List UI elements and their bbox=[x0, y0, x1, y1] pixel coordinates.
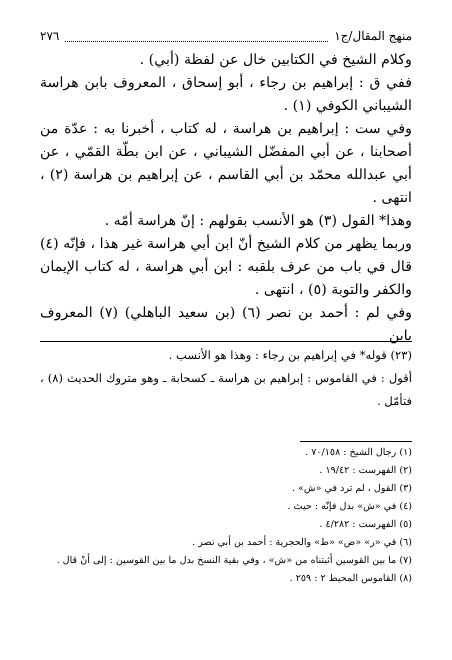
paragraph: ففي ق : إبراهيم بن رجاء ، أبو إسحاق ، المعروف بابن هراسة الشيباني الكوفي (١) . bbox=[40, 75, 412, 114]
paragraph: وفي لم : أحمد بن نصر (٦) (بن سعيد الباهلي) (٧) المعروف بابن bbox=[40, 305, 412, 344]
footnote: (٤) في «ش» بدل فإنّه : حيث . bbox=[287, 501, 412, 512]
commentary-heading: (٢٣) قوله* في إبراهيم بن رجاء : وهذا هو الأنسب . bbox=[168, 348, 412, 362]
footnote: (٦) في «ر» «ض» «ط» والحجرية : أحمد بن أبي نصر . bbox=[192, 537, 412, 548]
commentary-text: أقول : في القاموس : إبراهيم بن هراسة ـ كسحابة ـ وهو متروك الحديث (٨) ، فتأمّل . bbox=[40, 371, 412, 408]
page-number: ٢٧٦ bbox=[40, 29, 60, 43]
paragraph: وربما يظهر من كلام الشيخ أنّ ابن أبي هراسة غير هذا ، فإنّه (٤) قال في باب من عرف بلقبه : ابن أبي هراسة ، له كتاب الإيمان والكفر والتوبة (٥) ، انتهى . bbox=[40, 236, 412, 298]
footnotes bbox=[40, 444, 412, 588]
footnote: (٥) الفهرست : ٤/٢٨٢ . bbox=[319, 519, 412, 530]
footnote: (٧) ما بين القوسين أثبتناه من «ش» ، وفي بقية النسخ بدل ما بين القوسين : إلى أنْ قال . bbox=[56, 555, 412, 566]
footnote: (٨) القاموس المحيط ٢ : ٢٥٩ . bbox=[289, 573, 412, 584]
paragraph: وكلام الشيخ في الكتابين خال عن لفظة (أبي) . bbox=[139, 52, 412, 68]
running-header bbox=[40, 27, 412, 45]
dotted-leader bbox=[65, 31, 328, 42]
footnote-divider bbox=[300, 441, 412, 442]
footnote: (٣) القول ، لم ترد في «ش» . bbox=[291, 483, 412, 494]
footnote: (٢) الفهرست : ١٩/٤٢ . bbox=[319, 465, 412, 476]
main-text bbox=[40, 49, 412, 348]
commentary-block bbox=[40, 344, 412, 413]
footnote: (١) رجال الشيخ : ٧٠/١٥٨ . bbox=[305, 447, 412, 458]
section-divider bbox=[40, 341, 412, 342]
paragraph: وفي ست : إبراهيم بن هراسة ، له كتاب ، أخبرنا به : عدّة من أصحابنا ، عن أبي المفضّل الشيباني ، عن ابن بطّة القمّي ، عن أبي عبدالله محمّد بن أبي القاسم ، عن إبراهيم بن هراسة (٢) ، انتهى . bbox=[40, 121, 413, 206]
paragraph: وهذا* القول (٣) هو الأنسب بقولهم : إنّ هراسة أمّه . bbox=[104, 213, 412, 229]
running-title: منهج المقال/ج١ bbox=[334, 29, 412, 43]
